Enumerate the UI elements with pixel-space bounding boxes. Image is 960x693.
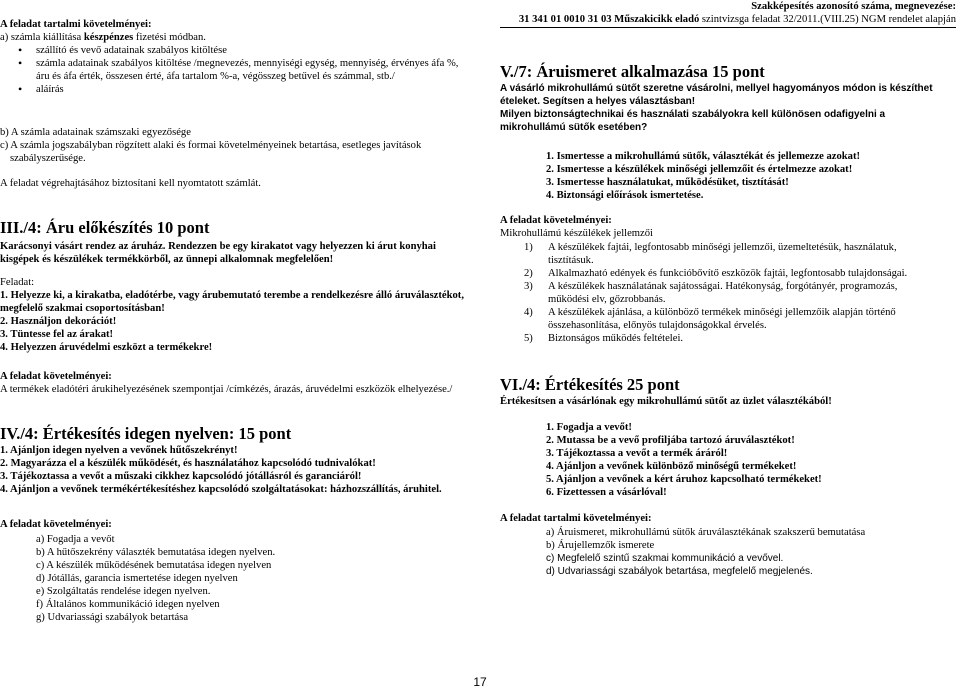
list-item: 1. Ismertesse a mikrohullámú sütők, választékát és jellemezze azokat! — [546, 151, 861, 162]
section-5-title: V./7: Áruismeret alkalmazása 15 pont — [500, 62, 765, 81]
item-a — [0, 31, 472, 44]
list-item: 3. Tájékoztassa a vevőt a termék áráról! — [546, 448, 728, 459]
section-5-tasks — [546, 150, 956, 202]
list-item: 4) A készülékek ajánlása, a különböző termékek minőségi jellemzőik alapján történő összehasonlítása, előnyös tulajdonságokkal érvelés. — [524, 307, 896, 331]
section-3-intro-1: Karácsonyi vásárt rendez az áruház. — [0, 241, 166, 252]
list-item: 3) A készülékek használatának sajátosságai. Hatékonyság, forgótányér, programozás, működési elv, gőzrobbanás. — [524, 281, 898, 305]
list-item: e) Szolgáltatás rendelése idegen nyelven. — [36, 586, 211, 597]
list-item: g) Udvariassági szabályok betartása — [36, 612, 189, 623]
list-item: 4. Helyezzen áruvédelmi eszközt a termékekre! — [0, 342, 213, 353]
list-item: • számla adatainak szabályos kitöltése /megnevezés, mennyiségi egység, mennyiség, érvényes áfa %, áru és áfa érték, összesen érté, áfa tartalom %-a, végösszeg betűvel és számmal, stb./ — [0, 57, 470, 83]
list-item: c) A készülék működésének bemutatása idegen nyelven — [36, 560, 272, 571]
section-5-req — [500, 241, 940, 345]
item-c: c) A számla jogszabályban rögzített alaki és formai követelményeinek betartása, esetleges javítások szabályszerűsége. — [0, 140, 422, 164]
header-code: 31 341 01 0010 31 03 Műszakicikk eladó — [518, 14, 700, 25]
section-6-title: VI./4: Értékesítés 25 pont — [500, 375, 680, 394]
list-item: 6. Fizettessen a vásárlóval! — [546, 487, 667, 498]
list-item: 2. Mutassa be a vevő profiljába tartozó áruválasztékot! — [546, 435, 795, 446]
section-6-req — [546, 526, 956, 578]
section-6-intro: Értékesítsen a vásárlónak egy mikrohullámú sütőt az üzlet választékából! — [500, 396, 832, 407]
req-title: A feladat tartalmi követelményei: — [0, 19, 152, 30]
section-3-intro — [0, 240, 468, 266]
list-item: 3. Tüntesse fel az árakat! — [0, 329, 114, 340]
header-line1: Szakképesítés azonosító száma, megnevezése: — [751, 1, 956, 12]
header-rest: szintvizsga feladat 32/2011.(VIII.25) NGM rendelet alapján — [699, 14, 956, 25]
list-item: f) Általános kommunikáció idegen nyelven — [36, 599, 220, 610]
list-item: 4. Biztonsági előírások ismertetése. — [546, 190, 704, 201]
list-item: 2) Alkalmazható edények és funkcióbővítő eszközök fajtái, legfontosabb tulajdonságai. — [524, 268, 908, 279]
section-3-title: III./4: Áru előkészítés 10 pont — [0, 218, 210, 237]
section-4-tasks — [0, 444, 468, 496]
section-4-req-title: A feladat követelményei: — [0, 519, 112, 530]
item-a-post: fizetési módban. — [133, 32, 206, 43]
section-4-title: IV./4: Értékesítés idegen nyelven: 15 pont — [0, 424, 292, 443]
section-3-req-title: A feladat követelményei: — [0, 371, 112, 382]
section-3-intro-2: Rendezzen be egy kirakatot vagy helyezzen ki árut konyhai kisgépek és készülékek termékkörből, az ünnepi alkalomnak megfelelően! — [0, 241, 436, 265]
print-note: A feladat végrehajtásához biztosítani kell nyomtatott számlát. — [0, 178, 261, 189]
header-line2 — [500, 13, 956, 26]
list-item: • szállító és vevő adatainak szabályos kitöltése — [0, 44, 470, 57]
list-item: b) Árujellemzők ismerete — [546, 540, 655, 551]
section-5-intro-1: A vásárló mikrohullámú sütőt szeretne vásárolni, mellyel hagyományos módon is készíthet ételeket. Segítsen a helyes választásban! — [500, 83, 933, 107]
list-item: b) A hűtőszekrény választék bemutatása idegen nyelven. — [36, 547, 276, 558]
list-item: 3. Ismertesse használatukat, működésüket, tisztítását! — [546, 177, 789, 188]
list-item: a) Áruismeret, mikrohullámú sütők áruválasztékának szakszerű bemutatása — [546, 527, 866, 538]
list-item: 2. Használjon dekorációt! — [0, 316, 117, 327]
list-item: 4. Ajánljon a vevőnek termékértékesítéshez kapcsolódó szolgáltatásokat: házhozszállítás, áruhitel. — [0, 484, 442, 495]
list-item: 5) Biztonságos működés feltételei. — [524, 333, 684, 344]
item-a-bold: készpénzes — [83, 32, 134, 43]
section-6-req-title: A feladat tartalmi követelményei: — [500, 513, 652, 524]
section-6-tasks — [546, 421, 956, 499]
list-item: c) Megfelelő szintű szakmai kommunikáció a vevővel. — [546, 553, 784, 564]
list-item: 3. Tájékoztassa a vevőt a műszaki cikkhez kapcsolódó jótállásról és garanciáról! — [0, 471, 362, 482]
list-item: a) Fogadja a vevőt — [36, 534, 115, 545]
section-3-req: A termékek eladótéri árukihelyezésének szempontjai /címkézés, árazás, áruvédelmi eszközök elhelyezése./ — [0, 384, 453, 395]
list-item: 1) A készülékek fajtái, legfontosabb minőségi jellemzői, üzemeltetésük, használatuk, tisztításuk. — [524, 242, 897, 266]
invoice-bullets — [0, 44, 470, 96]
document-header — [500, 0, 956, 28]
item-a-pre: a) számla kiállítása — [0, 32, 84, 43]
list-item: 1. Fogadja a vevőt! — [546, 422, 632, 433]
section-3-tasks — [0, 289, 468, 354]
list-item: 5. Ajánljon a vevőnek a kért áruhoz kapcsolható termékeket! — [546, 474, 822, 485]
section-4-req — [0, 533, 468, 624]
section-5-intro-2: Milyen biztonságtechnikai és használati szabályokra kell különösen odafigyelni a mikrohullámú sütők esetében? — [500, 109, 886, 133]
list-item: • aláírás — [0, 83, 470, 96]
list-item: 2. Ismertesse a készülékek minőségi jellemzőit és értelmezze azokat! — [546, 164, 853, 175]
section-3-task-label: Feladat: — [0, 277, 35, 288]
item-b: b) A számla adatainak számszaki egyezősége — [0, 127, 191, 138]
list-item: 4. Ajánljon a vevőnek különböző minőségű termékeket! — [546, 461, 797, 472]
list-item: d) Udvariassági szabályok betartása, megfelelő megjelenés. — [546, 566, 813, 577]
list-item: 2. Magyarázza el a készülék működését, és használatához kapcsolódó tudnivalókat! — [0, 458, 376, 469]
list-item: 1. Helyezze ki, a kirakatba, eladótérbe, vagy árubemutató terembe a rendelkezésre álló áruválasztékot, megfelelő szakmai csoportosításban! — [0, 290, 464, 314]
page-number: 17 — [473, 675, 487, 689]
list-item: 1. Ajánljon idegen nyelven a vevőnek hűtőszekrényt! — [0, 445, 238, 456]
section-5-req-intro: Mikrohullámú készülékek jellemzői — [500, 228, 653, 239]
list-item: d) Jótállás, garancia ismertetése idegen nyelven — [36, 573, 238, 584]
section-5-intro — [500, 82, 950, 134]
section-5-req-title: A feladat követelményei: — [500, 215, 612, 226]
